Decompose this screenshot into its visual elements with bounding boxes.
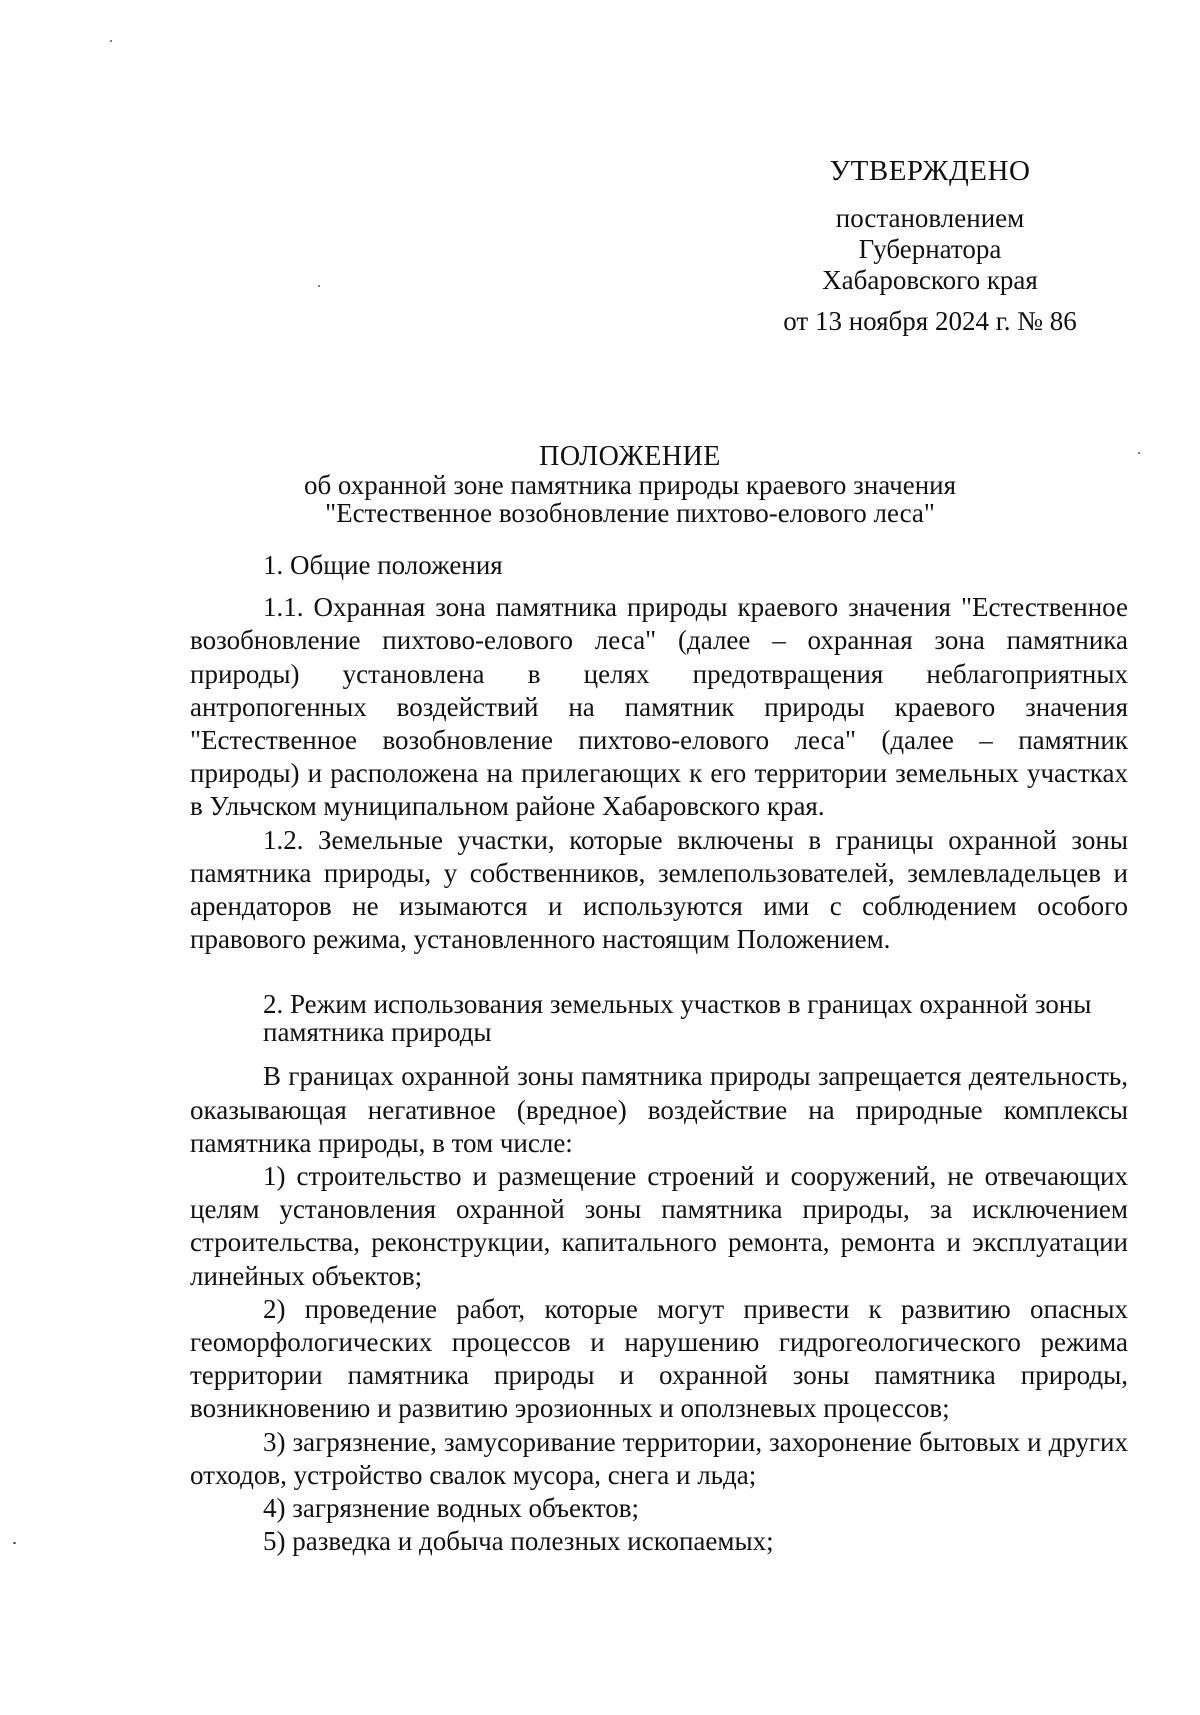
section-2-heading-line-2: памятника природы xyxy=(263,1017,492,1048)
scan-speck xyxy=(1138,452,1140,454)
approval-line-2: Губернатора xyxy=(858,234,1002,264)
scan-speck xyxy=(110,40,112,42)
approval-stamp-block xyxy=(780,156,1080,337)
section-2-heading xyxy=(190,990,1128,1046)
approval-line-1: постановлением xyxy=(835,203,1025,233)
approval-line-3: Хабаровского края xyxy=(822,265,1038,295)
document-body xyxy=(190,549,1128,1558)
scan-speck xyxy=(13,1542,16,1544)
approval-date-number: от 13 ноября 2024 г. № 86 xyxy=(783,306,1077,336)
list-item-4: 4) загрязнение водных объектов; xyxy=(263,1493,639,1524)
document-title-line-2: "Естественное возобновление пихтово-елового леса" xyxy=(325,498,935,528)
list-item-2: 2) проведение работ, которые могут привести к развитию опасных геоморфологических процессов и нарушению гидрогеологического режима территории памятника природы и охранной зоны памятника природы, возникновению и развитию эрозионных и оползневых процессов; xyxy=(190,1293,1128,1424)
section-2-intro: В границах охранной зоны памятника природы запрещается деятельность, оказывающая негативное (вредное) воздействие на природные комплексы памятника природы, в том числе: xyxy=(190,1061,1128,1158)
document-title-block xyxy=(180,443,1080,527)
scan-speck xyxy=(318,285,320,287)
list-item-5: 5) разведка и добыча полезных ископаемых; xyxy=(263,1526,774,1557)
section-2-heading-line-1: 2. Режим использования земельных участков в границах охранной зоны xyxy=(263,989,1092,1020)
section-1-heading: 1. Общие положения xyxy=(263,550,503,580)
list-item-3: 3) загрязнение, замусоривание территории, захоронение бытовых и других отходов, устройство свалок мусора, снега и льда; xyxy=(190,1426,1128,1490)
paragraph-1-2: 1.2. Земельные участки, которые включены в границы охранной зоны памятника природы, у собственников, землепользователей, землевладельцев и арендаторов не изымаются и используются ими с соблюдением особого правового режима, установленного настоящим Положением. xyxy=(190,824,1128,955)
approval-heading: УТВЕРЖДЕНО xyxy=(829,155,1031,187)
paragraph-1-1: 1.1. Охранная зона памятника природы краевого значения "Естественное возобновление пихтово-елового леса" (далее – охранная зона памятника природы) установлена в целях предотвращения неблагоприятных антропогенных воздействий на памятник природы краевого значения "Естественное возобновление пихтово-елового леса" (далее – памятник природы) и расположена на прилегающих к его территории земельных участках в Ульчском муниципальном районе Хабаровского края. xyxy=(190,592,1128,822)
document-type-heading: ПОЛОЖЕНИЕ xyxy=(539,441,721,472)
list-item-1: 1) строительство и размещение строений и сооружений, не отвечающих целям установления охранной зоны памятника природы, за исключением строительства, реконструкции, капитального ремонта, ремонта и эксплуатации линейных объектов; xyxy=(190,1161,1128,1291)
document-title-line-1: об охранной зоне памятника природы краевого значения xyxy=(303,470,957,500)
